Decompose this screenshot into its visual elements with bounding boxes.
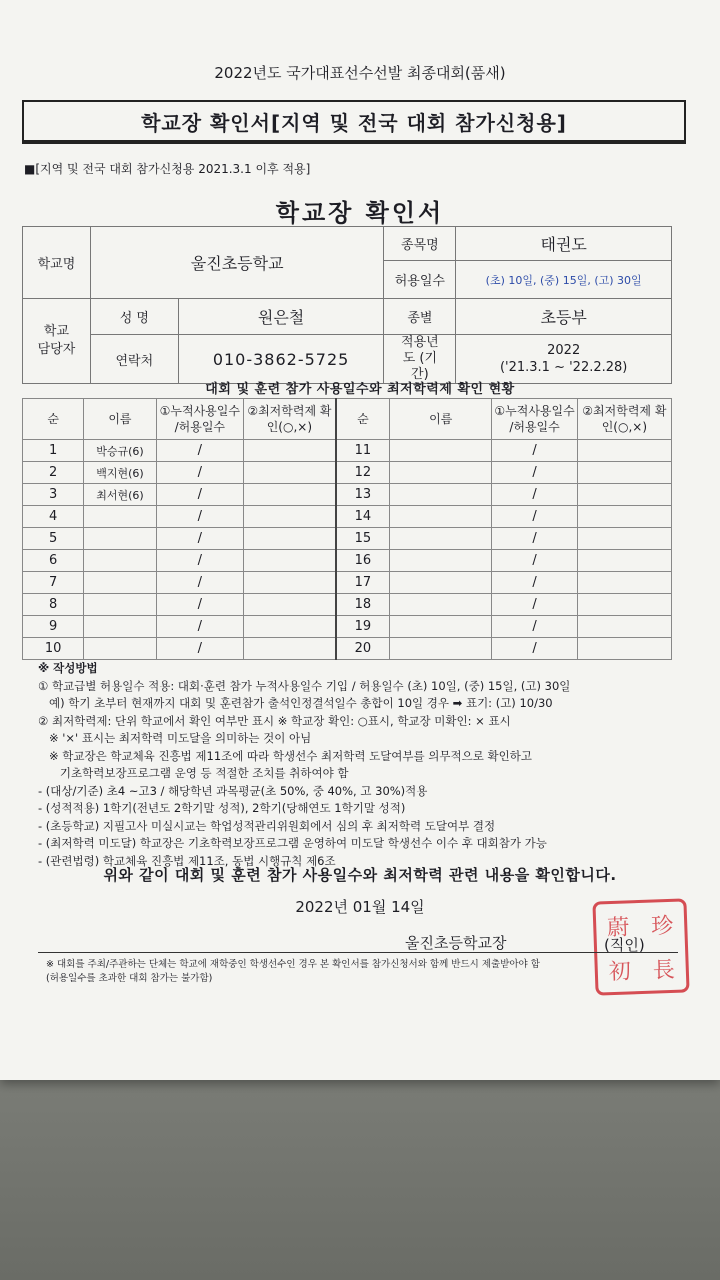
header-no-right: 순 xyxy=(336,399,390,440)
row-name-left xyxy=(84,638,156,660)
row-name-left xyxy=(84,506,156,528)
table-row xyxy=(23,528,672,550)
header-no-left: 순 xyxy=(23,399,84,440)
row-name-right xyxy=(390,616,492,638)
row-academic-left xyxy=(243,638,335,660)
row-no-right: 15 xyxy=(336,528,390,550)
row-days-left: / xyxy=(156,594,243,616)
instruction-line: ① 학교급별 허용일수 적용: 대회·훈련 참가 누적사용일수 기입 / 허용일수 (초) 10일, (중) 15일, (고) 30일 xyxy=(38,678,571,693)
row-no-left: 2 xyxy=(23,462,84,484)
footnote xyxy=(46,958,540,986)
row-days-right: / xyxy=(492,440,577,462)
school-info-table xyxy=(22,226,672,384)
instruction-line: ※ '×' 표시는 최저학력 미도달을 의미하는 것이 아님 xyxy=(38,731,312,745)
row-no-left: 5 xyxy=(23,528,84,550)
row-name-left xyxy=(84,594,156,616)
desk-surface xyxy=(0,1080,720,1280)
year-value: 2022 xyxy=(547,343,581,358)
event-title: 2022년도 국가대표선수선발 최종대회(품새) xyxy=(214,64,506,82)
table-row xyxy=(23,506,672,528)
instruction-line: - (초등학교) 지필고사 미실시교는 학업성적관리위원회에서 심의 후 최저학력 도달여부 결정 xyxy=(38,818,496,833)
row-days-left: / xyxy=(156,506,243,528)
table-row xyxy=(23,638,672,660)
row-no-left: 6 xyxy=(23,550,84,572)
confirmation-statement: 위와 같이 대회 및 훈련 참가 사용일수와 최저학력 관련 내용을 확인합니다. xyxy=(103,866,617,884)
table-row xyxy=(23,550,672,572)
row-no-right: 12 xyxy=(336,462,390,484)
row-name-right xyxy=(390,550,492,572)
instruction-line: ※ 학교장은 학교체육 진흥법 제11조에 따라 학생선수 최저학력 도달여부를 의무적으로 확인하고 xyxy=(38,748,532,763)
period-value: ('21.3.1 ~ '22.2.28) xyxy=(499,360,628,375)
row-name-left: 박승규(6) xyxy=(84,440,156,462)
row-no-right: 20 xyxy=(336,638,390,660)
athlete-list-body xyxy=(23,440,672,660)
row-academic-left xyxy=(243,462,335,484)
row-days-left: / xyxy=(156,572,243,594)
signing-date: 2022년 01월 14일 xyxy=(295,898,425,916)
row-name-left: 백지현(6) xyxy=(84,462,156,484)
row-days-right: / xyxy=(492,462,577,484)
row-no-right: 19 xyxy=(336,616,390,638)
row-name-left xyxy=(84,550,156,572)
allowed-days-value: (초) 10일, (중) 15일, (고) 30일 xyxy=(456,261,672,299)
footnote-line: (허용일수를 초과한 대회 참가는 불가함) xyxy=(46,973,213,984)
row-no-right: 11 xyxy=(336,440,390,462)
row-name-left: 최서현(6) xyxy=(84,484,156,506)
row-academic-left xyxy=(243,506,335,528)
header-name-left: 이름 xyxy=(84,399,156,440)
row-no-right: 18 xyxy=(336,594,390,616)
row-academic-right xyxy=(577,594,671,616)
seal-char: 初 xyxy=(608,958,632,985)
row-academic-right xyxy=(577,528,671,550)
row-academic-left xyxy=(243,528,335,550)
row-days-right: / xyxy=(492,594,577,616)
school-label: 학교명 xyxy=(23,227,91,299)
row-academic-left xyxy=(243,572,335,594)
row-academic-right xyxy=(577,638,671,660)
row-days-right: / xyxy=(492,506,577,528)
row-academic-left xyxy=(243,594,335,616)
row-academic-right xyxy=(577,484,671,506)
contact-label: 연락처 xyxy=(90,335,178,384)
instruction-line: 예) 학기 초부터 현재까지 대회 및 훈련참가 출석인정결석일수 총합이 10일 경우 ➡ 표기: (고) 10/30 xyxy=(38,696,553,710)
row-no-left: 3 xyxy=(23,484,84,506)
row-academic-left xyxy=(243,440,335,462)
category-label: 종별 xyxy=(384,299,456,335)
row-name-right xyxy=(390,440,492,462)
row-academic-right xyxy=(577,616,671,638)
seal-char: 蔚 xyxy=(606,914,630,941)
row-name-right xyxy=(390,594,492,616)
row-days-left: / xyxy=(156,440,243,462)
instruction-line: ② 최저학력제: 단위 학교에서 확인 여부만 표시 ※ 학교장 확인: ○표시, 학교장 미확인: × 표시 xyxy=(38,713,511,728)
form-title: 학교장 확인서[지역 및 전국 대회 참가신청용] xyxy=(22,100,686,144)
row-academic-right xyxy=(577,440,671,462)
row-name-left xyxy=(84,572,156,594)
row-days-left: / xyxy=(156,528,243,550)
row-days-right: / xyxy=(492,550,577,572)
row-days-right: / xyxy=(492,638,577,660)
row-no-right: 16 xyxy=(336,550,390,572)
table-row xyxy=(23,462,672,484)
row-no-left: 9 xyxy=(23,616,84,638)
row-name-right xyxy=(390,638,492,660)
header-academic-right: ②최저학력제 확인(○,×) xyxy=(577,399,671,440)
table-row xyxy=(23,572,672,594)
footer-divider xyxy=(38,952,678,953)
contact-value: 010-3862-5725 xyxy=(178,335,384,384)
manager-name: 원은철 xyxy=(178,299,384,335)
row-no-left: 7 xyxy=(23,572,84,594)
instructions xyxy=(38,660,688,870)
row-days-left: / xyxy=(156,616,243,638)
row-days-left: / xyxy=(156,484,243,506)
row-no-left: 1 xyxy=(23,440,84,462)
sport-value: 태권도 xyxy=(456,227,672,261)
category-value: 초등부 xyxy=(456,299,672,335)
row-academic-left xyxy=(243,484,335,506)
header-academic-left: ②최저학력제 확인(○,×) xyxy=(243,399,335,440)
seal-char: 長 xyxy=(652,957,676,984)
row-no-right: 17 xyxy=(336,572,390,594)
name-label: 성 명 xyxy=(90,299,178,335)
row-name-right xyxy=(390,572,492,594)
row-name-right xyxy=(390,484,492,506)
applicability-note: ■[지역 및 전국 대회 참가신청용 2021.3.1 이후 적용] xyxy=(24,162,311,176)
header-days-left: ①누적사용일수 /허용일수 xyxy=(156,399,243,440)
row-academic-right xyxy=(577,506,671,528)
instruction-line: - (최저학력 미도달) 학교장은 기초학력보장프로그램 운영하여 미도달 학생선수 이수 후 대회참가 가능 xyxy=(38,836,547,850)
row-name-right xyxy=(390,528,492,550)
row-no-left: 8 xyxy=(23,594,84,616)
table-row xyxy=(23,594,672,616)
row-academic-right xyxy=(577,572,671,594)
row-academic-right xyxy=(577,550,671,572)
header-days-right: ①누적사용일수 /허용일수 xyxy=(492,399,577,440)
row-days-right: / xyxy=(492,528,577,550)
instruction-line: - (대상/기준) 초4 ~고3 / 해당학년 과목평균(초 50%, 중 40%, 고 30%)적용 xyxy=(38,783,428,798)
table-row xyxy=(23,484,672,506)
row-academic-left xyxy=(243,616,335,638)
row-name-left xyxy=(84,616,156,638)
instruction-line: 기초학력보장프로그램 운영 등 적절한 조치를 취하여야 함 xyxy=(38,766,349,780)
manager-label: 학교 담당자 xyxy=(23,299,91,384)
row-no-left: 4 xyxy=(23,506,84,528)
instruction-line: ※ 작성방법 xyxy=(38,661,98,675)
row-days-left: / xyxy=(156,462,243,484)
row-days-right: / xyxy=(492,572,577,594)
athlete-list-table xyxy=(22,398,672,660)
table-row xyxy=(23,616,672,638)
header-name-right: 이름 xyxy=(390,399,492,440)
row-no-right: 13 xyxy=(336,484,390,506)
instruction-line: - (성적적용) 1학기(전년도 2학기말 성적), 2학기(당해연도 1학기말 성적) xyxy=(38,801,406,815)
footnote-line: ※ 대회를 주최/주관하는 단체는 학교에 재학중인 학생선수인 경우 본 확인서를 참가신청서와 함께 반드시 제출받아야 함 xyxy=(46,959,540,970)
year-label: 적용년도 (기간) xyxy=(384,335,456,384)
row-name-left xyxy=(84,528,156,550)
seal-char: 珍 xyxy=(650,913,674,940)
seal-label: (직인) xyxy=(604,936,645,954)
row-days-right: / xyxy=(492,616,577,638)
principal-name: 울진초등학교장 xyxy=(405,934,507,952)
sport-label: 종목명 xyxy=(384,227,456,261)
row-days-right: / xyxy=(492,484,577,506)
row-days-left: / xyxy=(156,550,243,572)
allowed-days-label: 허용일수 xyxy=(384,261,456,299)
row-academic-left xyxy=(243,550,335,572)
doc-title: 학교장 확인서 xyxy=(275,199,445,227)
school-name: 울진초등학교 xyxy=(90,227,383,299)
row-no-left: 10 xyxy=(23,638,84,660)
table-row xyxy=(23,440,672,462)
instruction-line: - (관련법령) 학교체육 진흥법 제11조, 동법 시행규칙 제6조 xyxy=(38,853,336,868)
row-no-right: 14 xyxy=(336,506,390,528)
year-cell xyxy=(456,335,672,384)
row-academic-right xyxy=(577,462,671,484)
row-name-right xyxy=(390,506,492,528)
row-days-left: / xyxy=(156,638,243,660)
section-title: 대회 및 훈련 참가 사용일수와 최저학력제 확인 현황 xyxy=(205,382,515,397)
row-name-right xyxy=(390,462,492,484)
